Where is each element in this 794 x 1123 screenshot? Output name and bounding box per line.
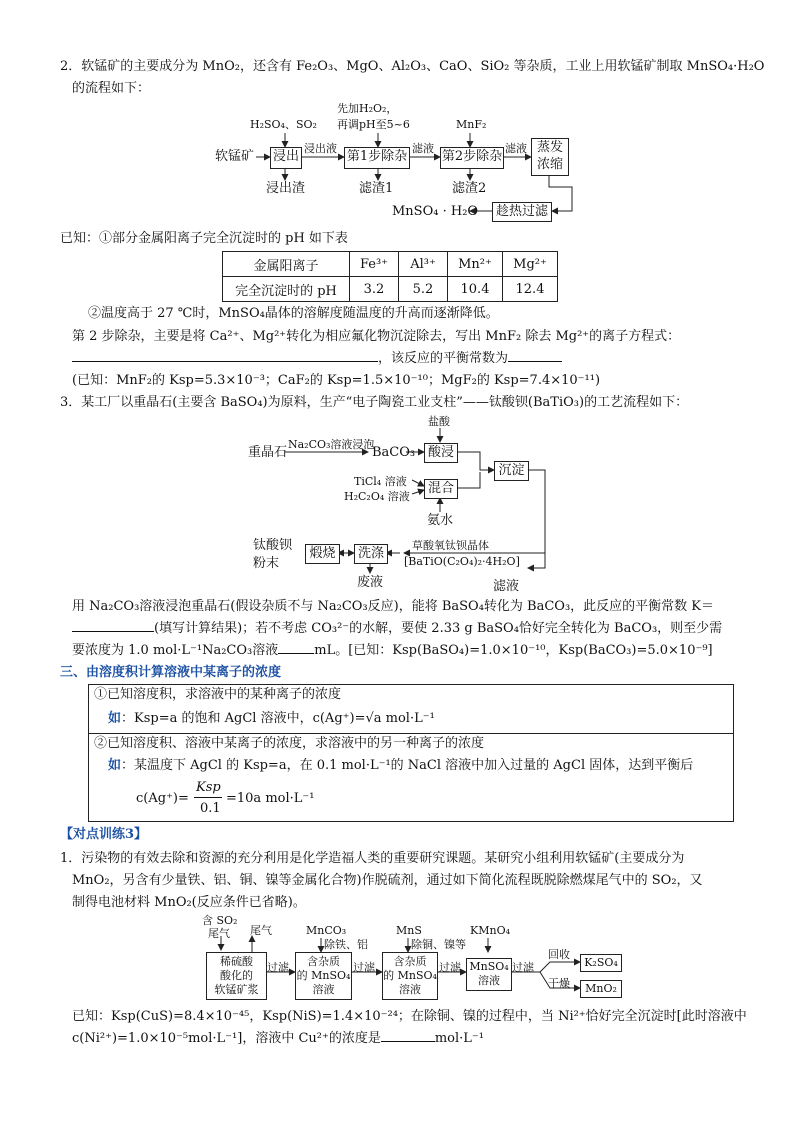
q3-question-line1: 用 Na₂CO₃溶液浸泡重晶石(假设杂质不与 Na₂CO₃反应)，能将 BaSO₄转化为 BaCO₃，此反应的平衡常数 K＝	[72, 599, 715, 614]
q2-known1: 已知：①部分金属阳离子完全沉淀时的 pH 如下表	[60, 231, 348, 246]
q3-arrow1-label: Na₂CO₃溶液浸泡	[288, 438, 375, 451]
training-filter1: 过滤	[267, 961, 289, 974]
q3-reagent2b: H₂C₂O₄ 溶液	[344, 490, 410, 503]
q3-filtrate: 滤液	[493, 579, 520, 594]
answer-blank[interactable]	[381, 1041, 435, 1042]
q2-reagent3: MnF₂	[456, 118, 487, 131]
table-cell: 3.2	[350, 277, 399, 302]
q3-mid1: BaCO₃	[372, 445, 416, 460]
section3-formula-denominator: 0.1	[200, 801, 221, 816]
table-cell: 12.4	[503, 277, 558, 302]
training-question-line1: 已知：Ksp(CuS)=8.4×10⁻⁴⁵，Ksp(NiS)=1.4×10⁻²⁴；在除铜、镍的过程中，当 Ni²⁺恰好完全沉淀时[此时溶液中	[72, 1009, 747, 1024]
q3-box-precip: 沉淀	[494, 461, 529, 481]
box-line: 溶液	[312, 983, 335, 996]
table-cell: Mn²⁺	[448, 252, 503, 277]
q3-start: 重晶石	[248, 445, 288, 460]
box-line: 的 MnSO₄	[296, 969, 351, 982]
q3-line1: 3．某工厂以重晶石(主要含 BaSO₄)为原料，生产“电子陶瓷工业支柱”——钛酸钡(BaTiO₃)的工艺流程如下：	[60, 395, 689, 410]
q2-box-leach: 浸出	[270, 147, 302, 169]
q3-crystal-a: 草酸氧钛钡晶体	[412, 539, 489, 552]
q3-question-line2-text: (填写计算结果)；若不考虑 CO₃²⁻的水解，要使 2.33 g BaSO₄恰好完全转化为 BaCO₃，则至少需	[154, 621, 723, 636]
q3-ammonia: 氨水	[427, 513, 454, 528]
q3-product-b: 粉末	[253, 556, 280, 571]
section3-formula-numerator: Ksp	[196, 780, 221, 795]
training-filter2: 过滤	[353, 961, 375, 974]
q3-question-line3-tail: mL。[已知：Ksp(BaSO₄)=1.0×10⁻¹⁰，Ksp(BaCO₃)=5.0×10⁻⁹]	[314, 643, 713, 658]
q2-out1: 浸出渣	[266, 181, 306, 196]
example-label: 如	[108, 758, 122, 773]
q2-product: MnSO₄ · H₂O	[392, 204, 479, 219]
q2-out2: 滤渣1	[359, 181, 394, 196]
training-question-line2-text: c(Ni²⁺)=1.0×10⁻⁵mol·L⁻¹]，溶液中 Cu²⁺的浓度是	[72, 1031, 381, 1046]
table-cell: Fe³⁺	[350, 252, 399, 277]
q2-reagent2b: 再调pH至5~6	[337, 118, 410, 131]
q3-question-line3-text: 要浓度为 1.0 mol·L⁻¹Na₂CO₃溶液	[72, 643, 279, 658]
example-label: 如	[108, 711, 122, 726]
q2-reagent1: H₂SO₄、SO₂	[250, 118, 317, 131]
q2-box-hotfilter: 趁热过滤	[492, 202, 552, 222]
q2-arrow3-label: 滤液	[505, 142, 527, 155]
training-dry: 干燥	[548, 977, 570, 990]
table-cell: 金属阳离子	[223, 252, 350, 277]
training-filter4: 过滤	[512, 961, 534, 974]
table-cell: 完全沉淀时的 pH	[223, 277, 350, 302]
box-line: 含杂质	[307, 955, 340, 968]
q2-known2: ②温度高于 27 ℃时，MnSO₄晶体的溶解度随温度的升高而逐渐降低。	[88, 306, 499, 321]
box-line: 稀硫酸	[220, 955, 253, 968]
box-line: MnSO₄	[469, 960, 509, 973]
training-r2b: 除铁、铝	[324, 938, 368, 951]
q2-line1: 2．软锰矿的主要成分为 MnO₂，还含有 Fe₂O₃、MgO、Al₂O₃、CaO、SiO₂ 等杂质，工业上用软锰矿制取 MnSO₄·H₂O	[60, 59, 765, 74]
box-line: 酸化的	[220, 969, 253, 982]
q3-box-acidleach: 酸浸	[424, 443, 458, 463]
box-line: 的 MnSO₄	[383, 969, 437, 982]
q2-line2: 的流程如下：	[72, 81, 151, 96]
q3-box-calcine: 煅烧	[305, 544, 340, 564]
training-title: 【对点训练3】	[60, 827, 148, 842]
q2-arrow2-label: 滤液	[412, 142, 434, 155]
training-r3b: 除铜、镍等	[411, 938, 466, 951]
training-box2	[295, 952, 352, 1000]
q2-box-step2: 第2步除杂	[440, 147, 504, 169]
q3-acid: 盐酸	[428, 415, 450, 428]
training-product1: K₂SO₄	[580, 954, 622, 972]
training-outgas: 尾气	[250, 924, 272, 937]
training-line1: 1．污染物的有效去除和资源的充分利用是化学造福人类的重要研究课题。某研究小组利用软锰矿(主要成分为	[60, 851, 685, 866]
training-filter3: 过滤	[439, 961, 461, 974]
section3-title: 三、由溶度积计算溶液中某离子的浓度	[60, 665, 282, 680]
table-cell: 10.4	[448, 277, 503, 302]
box-line: 溶液	[399, 983, 421, 996]
training-box3	[382, 952, 438, 1000]
q3-box-wash: 洗涤	[354, 544, 388, 564]
q2-arrow1-label: 浸出液	[304, 142, 337, 155]
section3-item2: ②已知溶度积、溶液中某离子的浓度，求溶液中的另一种离子的浓度	[94, 736, 485, 751]
training-r3: MnS	[396, 924, 422, 937]
section3-formula-left: c(Ag⁺)=	[136, 791, 189, 806]
section3-item1: ①已知溶度积，求溶液中的某种离子的浓度	[94, 687, 342, 702]
table-cell: Mg²⁺	[503, 252, 558, 277]
box-line: 溶液	[478, 974, 500, 987]
box-line: 含杂质	[393, 955, 427, 968]
training-question-line2	[72, 1030, 484, 1048]
q2-box-evap-line2: 浓缩	[536, 157, 563, 172]
q3-box-mix: 混合	[424, 479, 458, 499]
example-text: ：某温度下 AgCl 的 Ksp=a，在 0.1 mol·L⁻¹的 NaCl 溶液中加入过量的 AgCl 固体，达到平衡后	[121, 758, 694, 773]
q3-product-a: 钛酸钡	[253, 538, 293, 553]
training-product2: MnO₂	[580, 980, 622, 998]
q3-crystal-b: [BaTiO(C₂O₄)₂·4H₂O]	[404, 555, 520, 568]
q2-question-line3: (已知：MnF₂的 Ksp=5.3×10⁻³；CaF₂的 Ksp=1.5×10⁻¹⁰；MgF₂的 Ksp=7.4×10⁻¹¹)	[72, 373, 601, 388]
training-box1	[206, 952, 267, 1000]
q2-start: 软锰矿	[215, 149, 255, 164]
q2-question-line1: 第 2 步除杂，主要是将 Ca²⁺、Mg²⁺转化为相应氟化物沉淀除去，写出 MnF₂ 除去 Mg²⁺的离子方程式：	[72, 329, 681, 344]
q3-waste: 废液	[357, 575, 384, 590]
training-line2: MnO₂，另含有少量铁、铝、铜、镍等金属化合物)作脱硫剂，通过如下简化流程既脱除燃煤尾气中的 SO₂，又	[72, 873, 703, 888]
section3-formula-right: =10a mol·L⁻¹	[226, 791, 315, 806]
q3-reagent2a: TiCl₄ 溶液	[354, 475, 407, 488]
training-in1a: 含 SO₂	[202, 914, 238, 927]
training-box4	[466, 958, 512, 991]
table-cell: 5.2	[399, 277, 448, 302]
example-text: ：Ksp=a 的饱和 AgCl 溶液中，c(Ag⁺)=√a mol·L⁻¹	[121, 711, 435, 726]
q2-question-line2-text: ，该反应的平衡常数为	[378, 351, 509, 366]
table-cell: Al³⁺	[399, 252, 448, 277]
q2-box-evap-line1: 蒸发	[536, 140, 563, 155]
training-line3: 制得电池材料 MnO₂(反应条件已省略)。	[72, 895, 306, 910]
training-recycle: 回收	[548, 948, 570, 961]
training-r2: MnCO₃	[306, 924, 347, 937]
q2-out3: 滤渣2	[452, 181, 487, 196]
training-r4: KMnO₄	[470, 924, 510, 937]
training-in1b: 尾气	[208, 927, 230, 940]
training-question-line2-unit: mol·L⁻¹	[434, 1031, 485, 1046]
q2-box-step1: 第1步除杂	[344, 147, 410, 169]
q2-reagent2a: 先加H₂O₂，	[337, 102, 398, 115]
box-line: 软锰矿浆	[214, 983, 259, 996]
